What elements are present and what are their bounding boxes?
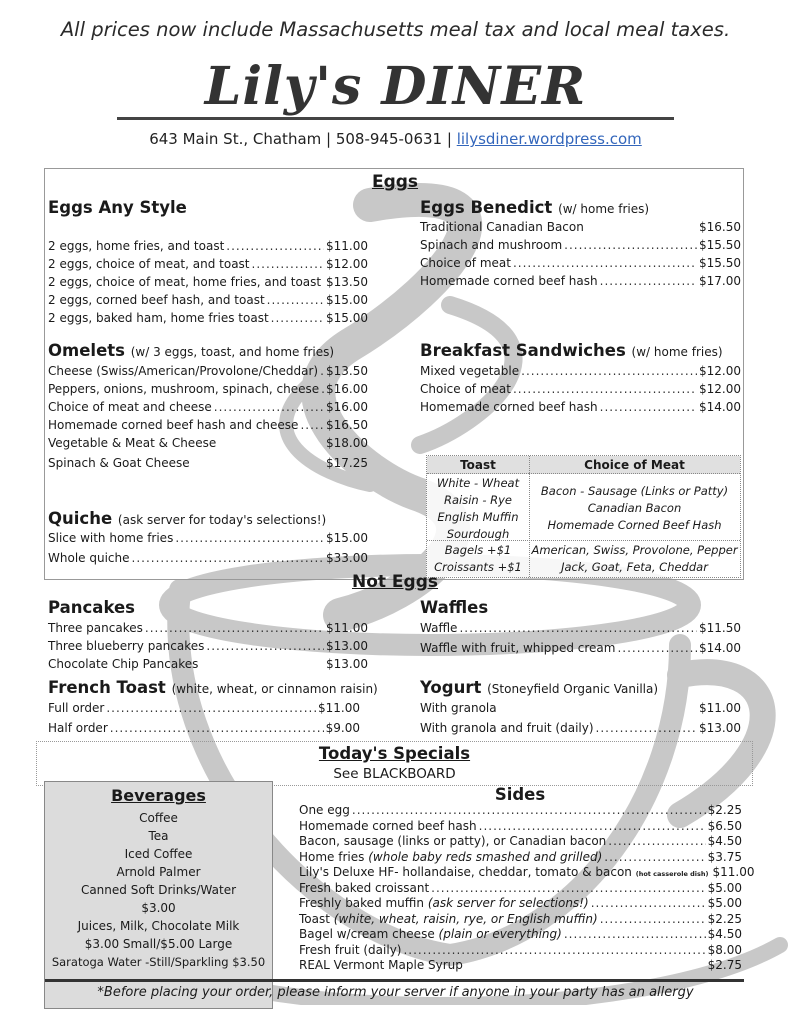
- menu-item: Three blueberry pancakes ..... $13.00: [48, 637, 368, 655]
- tax-notice: All prices now include Massachusetts meal tax and local meal taxes.: [60, 18, 731, 41]
- menu-item: Chocolate Chip Pancakes $13.00: [48, 657, 368, 671]
- beverages-title: Beverages: [111, 786, 206, 805]
- side-item: Homemade corned beef hash ..... $6.50: [299, 819, 742, 835]
- menu-item: Waffle ..... $11.50: [420, 619, 741, 637]
- menu-item: Slice with home fries ..... $15.00: [48, 529, 368, 547]
- cheese-options: American, Swiss, Provolone, Pepper Jack, Goat, Feta, Cheddar: [531, 543, 738, 574]
- omelets-list: [48, 362, 368, 472]
- pancakes-title: Pancakes: [48, 598, 135, 617]
- french-toast-list: [48, 699, 360, 737]
- quiche-list: [48, 529, 368, 567]
- not-eggs-heading: Not Eggs: [351, 572, 439, 592]
- side-item: Bacon, sausage (links or patty), or Canadian bacon ..... $4.50: [299, 834, 742, 850]
- beverage-item: Coffee: [139, 811, 178, 825]
- beverages-box: [44, 781, 273, 1009]
- yogurt-title: Yogurt (Stoneyfield Organic Vanilla): [420, 678, 659, 697]
- menu-item: Homemade corned beef hash and cheese ..... $16.50: [48, 416, 368, 434]
- allergy-notice: *Before placing your order, please inform your server if anyone in your party has an allergy: [97, 985, 694, 1000]
- menu-item: Spinach and mushroom ..... $15.50: [420, 236, 741, 254]
- sides-list: [299, 803, 755, 974]
- side-item: Lily's Deluxe HF- hollandaise, cheddar, tomato & bacon (hot casserole dish) $11.00: [299, 865, 755, 879]
- specials-text: See BLACKBOARD: [333, 766, 456, 782]
- menu-item: Spinach & Goat Cheese $17.25: [48, 456, 368, 470]
- footer-divider: [45, 979, 744, 982]
- side-item: Home fries (whole baby reds smashed and grilled) ..... $3.75: [299, 850, 742, 866]
- benedict-list: [420, 218, 741, 290]
- beverage-price: $3.00 Small/$5.00 Large: [84, 937, 233, 951]
- menu-item: 2 eggs, choice of meat, home fries, and toast ..... $13.50: [48, 273, 368, 291]
- menu-item: Choice of meat ..... $12.00: [420, 380, 741, 398]
- menu-item: Peppers, onions, mushroom, spinach, cheese ..... $16.00: [48, 380, 368, 398]
- menu-item: Half order ..... $9.00: [48, 719, 360, 737]
- beverage-item: Saratoga Water -Still/Sparkling $3.50: [51, 955, 266, 969]
- beverage-item: Canned Soft Drinks/Water: [80, 883, 237, 897]
- menu-item: 2 eggs, choice of meat, and toast ..... $12.00: [48, 255, 368, 273]
- toast-header: Toast: [427, 456, 529, 474]
- yogurt-list: [420, 699, 741, 737]
- sandwiches-title: Breakfast Sandwiches (w/ home fries): [420, 341, 723, 360]
- beverage-price: $3.00: [141, 901, 176, 915]
- pancakes-list: [48, 619, 368, 673]
- menu-item: Three pancakes ..... $11.00: [48, 619, 368, 637]
- side-item: One egg ..... $2.25: [299, 803, 742, 819]
- menu-item: 2 eggs, corned beef hash, and toast ..... $15.00: [48, 291, 368, 309]
- menu-item: Cheese (Swiss/American/Provolone/Cheddar) ..... $13.50: [48, 362, 368, 380]
- side-item: Freshly baked muffin (ask server for selections!) ..... $5.00: [299, 896, 742, 912]
- menu-item: Whole quiche ..... $33.00: [48, 549, 368, 567]
- menu-item: Homemade corned beef hash ..... $17.00: [420, 272, 741, 290]
- beverage-item: Juices, Milk, Chocolate Milk: [77, 919, 240, 933]
- bread-extras: Bagels +$1 Croissants +$1: [434, 543, 522, 574]
- website-link[interactable]: lilysdiner.wordpress.com: [456, 130, 642, 148]
- eggs-any-style-list: [48, 237, 368, 327]
- side-item: Bagel w/cream cheese (plain or everything) ..... $4.50: [299, 927, 742, 943]
- menu-item: Waffle with fruit, whipped cream ..... $14.00: [420, 639, 741, 657]
- menu-item: 2 eggs, baked ham, home fries toast ..... $15.00: [48, 309, 368, 327]
- waffles-list: [420, 619, 741, 657]
- eggs-heading: Eggs: [371, 172, 419, 192]
- toast-options: White - Wheat Raisin - Rye English Muffin Sourdough: [436, 476, 520, 541]
- menu-item: Traditional Canadian Bacon $16.50: [420, 220, 741, 234]
- waffles-title: Waffles: [420, 598, 489, 617]
- sandwiches-list: [420, 362, 741, 416]
- menu-item: Mixed vegetable ..... $12.00: [420, 362, 741, 380]
- side-item: Fresh baked croissant ..... $5.00: [299, 881, 742, 897]
- benedict-title: Eggs Benedict (w/ home fries): [420, 198, 650, 217]
- menu-item: Choice of meat and cheese ..... $16.00: [48, 398, 368, 416]
- quiche-title: Quiche (ask server for today's selections!): [48, 509, 327, 528]
- menu-item: Full order ..... $11.00: [48, 699, 360, 717]
- meat-options: Bacon - Sausage (Links or Patty) Canadian Bacon Homemade Corned Beef Hash: [540, 484, 729, 532]
- eggs-any-style-title: Eggs Any Style: [48, 198, 187, 217]
- address-line: [0, 130, 791, 148]
- specials-title: Today's Specials: [318, 744, 471, 763]
- restaurant-title: Lily's DINER: [204, 56, 587, 117]
- beverage-item: Tea: [148, 829, 169, 843]
- menu-item: With granola and fruit (daily) ..... $13.00: [420, 719, 741, 737]
- menu-item: Homemade corned beef hash ..... $14.00: [420, 398, 741, 416]
- beverage-item: Iced Coffee: [124, 847, 193, 861]
- beverage-item: Arnold Palmer: [116, 865, 201, 879]
- omelets-title: Omelets (w/ 3 eggs, toast, and home fries): [48, 341, 335, 360]
- sides-title: Sides: [494, 785, 546, 804]
- french-toast-title: French Toast (white, wheat, or cinnamon raisin): [48, 678, 378, 697]
- menu-item: Vegetable & Meat & Cheese $18.00: [48, 436, 368, 450]
- side-item: REAL Vermont Maple Syrup $2.75: [299, 958, 742, 972]
- menu-item: 2 eggs, home fries, and toast ..... $11.00: [48, 237, 368, 255]
- meat-header: Choice of Meat: [529, 456, 740, 474]
- specials-box: [36, 741, 753, 786]
- toast-meat-table: [426, 455, 741, 578]
- side-item: Fresh fruit (daily) ..... $8.00: [299, 943, 742, 959]
- menu-item: Choice of meat ..... $15.50: [420, 254, 741, 272]
- menu-item: With granola $11.00: [420, 701, 741, 715]
- title-divider: [117, 117, 674, 120]
- address-text: 643 Main St., Chatham | 508-945-0631 |: [149, 130, 452, 148]
- side-item: Toast (white, wheat, raisin, rye, or English muffin) ..... $2.25: [299, 912, 742, 928]
